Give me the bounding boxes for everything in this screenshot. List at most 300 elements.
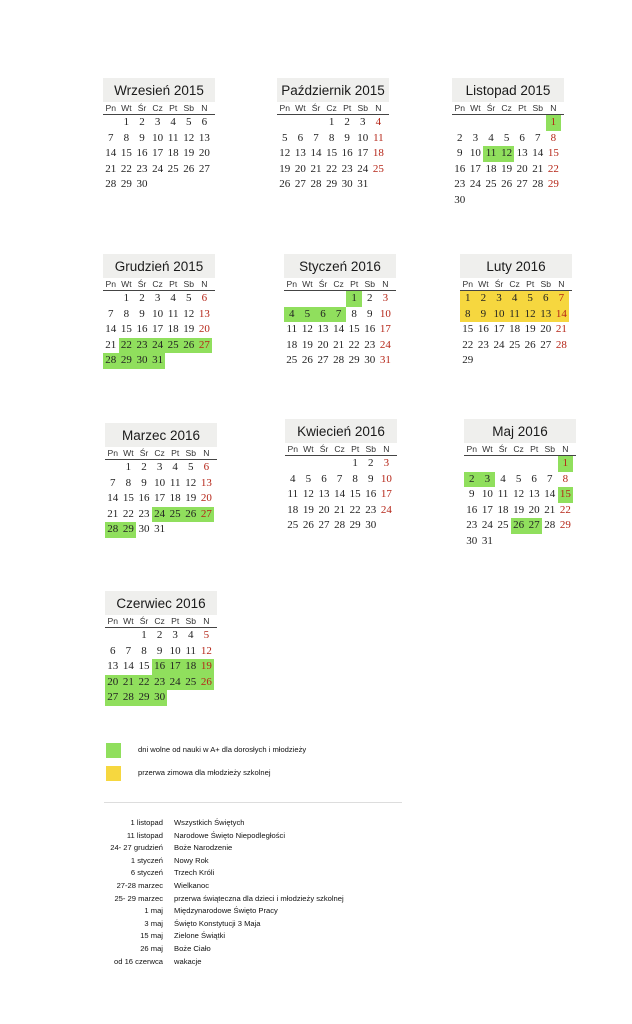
day-cell: 27 — [198, 162, 210, 175]
day-cell: 19 — [199, 659, 215, 675]
day-cell: 21 — [544, 503, 556, 516]
day-cell: 8 — [460, 307, 476, 323]
empty-cell — [452, 115, 468, 131]
day-cell: 30 — [134, 353, 150, 369]
month-title: Maj 2016 — [464, 419, 576, 443]
day-cell: 13 — [107, 660, 119, 672]
weekday-label: Pn — [466, 444, 478, 454]
month-calendar-apr — [285, 419, 397, 534]
empty-cell — [331, 291, 347, 307]
day-cell: 24 — [493, 338, 505, 351]
day-cell: 10 — [169, 644, 181, 657]
day-cell: 24 — [152, 162, 164, 175]
holiday-row — [80, 855, 344, 868]
day-cell: 24 — [357, 162, 369, 175]
day-cell: 12 — [183, 131, 195, 144]
weekday-label: Śr — [319, 444, 329, 454]
empty-cell — [103, 291, 119, 307]
legend-label: przerwa zimowa dla młodzieży szkolnej — [138, 768, 271, 777]
day-cell: 12 — [522, 307, 538, 323]
day-cell: 19 — [302, 503, 314, 516]
day-cell: 31 — [154, 523, 166, 535]
day-cell: 15 — [348, 323, 360, 335]
day-cell: 31 — [379, 354, 391, 366]
holiday-row — [80, 930, 344, 943]
days-grid — [452, 115, 564, 208]
day-cell: 11 — [497, 488, 509, 500]
day-cell: 7 — [535, 131, 541, 144]
weekday-label: Wt — [123, 616, 134, 626]
day-cell: 22 — [120, 162, 132, 175]
day-cell: 2 — [156, 629, 163, 641]
day-cell: 22 — [326, 162, 338, 175]
day-cell: 14 — [334, 488, 346, 500]
day-cell: 20 — [200, 492, 212, 504]
days-grid — [285, 456, 397, 534]
day-cell: 8 — [352, 472, 358, 485]
day-cell: 3 — [480, 472, 496, 488]
day-cell: 20 — [516, 162, 528, 175]
weekday-label: Wt — [470, 103, 481, 113]
day-cell: 10 — [481, 488, 493, 500]
day-cell: 18 — [286, 338, 298, 351]
weekday-label: Cz — [501, 103, 512, 113]
day-cell: 30 — [365, 519, 377, 531]
day-cell: 18 — [485, 162, 497, 175]
weekday-label: Wt — [302, 279, 313, 289]
days-grid — [103, 115, 215, 193]
day-cell: 17 — [469, 162, 481, 175]
day-cell: 11 — [373, 131, 384, 144]
day-cell: 12 — [185, 476, 197, 489]
day-cell: 2 — [344, 116, 350, 128]
day-cell: 25 — [167, 507, 183, 523]
day-cell: 3 — [156, 461, 163, 473]
day-cell: 16 — [136, 323, 148, 335]
day-cell: 20 — [198, 323, 210, 335]
day-cell: 20 — [528, 503, 540, 516]
day-cell: 23 — [134, 338, 150, 354]
day-cell: 26 — [279, 178, 291, 190]
day-cell: 5 — [522, 291, 538, 307]
day-cell: 8 — [123, 307, 130, 320]
weekday-label: Pn — [105, 103, 117, 113]
day-cell: 7 — [313, 131, 319, 144]
day-cell: 17 — [493, 323, 505, 335]
day-cell: 13 — [198, 131, 210, 144]
day-cell: 14 — [105, 147, 117, 159]
day-cell: 28 — [532, 178, 544, 190]
day-cell: 24 — [150, 338, 166, 354]
day-cell: 1 — [141, 629, 147, 641]
day-cell: 8 — [562, 472, 569, 485]
day-cell: 1 — [460, 291, 476, 307]
day-cell: 26 — [181, 338, 197, 354]
day-cell: 29 — [349, 519, 361, 531]
holiday-date: 25- 29 marzec — [114, 893, 163, 903]
day-cell: 8 — [141, 644, 147, 657]
day-cell: 26 — [183, 507, 199, 523]
day-cell: 24 — [469, 178, 481, 190]
day-cell: 1 — [123, 292, 130, 304]
day-cell: 27 — [318, 519, 330, 531]
day-cell: 30 — [341, 178, 353, 190]
empty-cell — [285, 456, 301, 472]
day-cell: 26 — [501, 178, 513, 190]
day-cell: 15 — [462, 323, 474, 335]
day-cell: 23 — [466, 519, 478, 531]
day-cell: 12 — [200, 644, 212, 657]
empty-cell — [316, 456, 332, 472]
day-cell: 4 — [507, 291, 523, 307]
weekday-label: Sb — [183, 279, 195, 289]
day-cell: 19 — [524, 323, 536, 335]
day-cell: 14 — [122, 660, 134, 672]
day-cell: 21 — [532, 162, 544, 175]
day-cell: 17 — [152, 323, 164, 335]
month-calendar-sep — [103, 78, 215, 193]
day-cell: 10 — [154, 476, 166, 489]
day-cell: 2 — [367, 292, 373, 304]
holiday-row — [80, 842, 344, 855]
day-cell: 16 — [152, 659, 168, 675]
weekday-label: N — [383, 444, 390, 454]
holiday-row — [80, 905, 344, 918]
month-calendar-oct — [277, 78, 389, 193]
day-cell: 23 — [136, 162, 148, 175]
weekday-header — [103, 102, 215, 115]
holiday-name: Nowy Rok — [174, 855, 209, 865]
day-cell: 20 — [294, 162, 306, 175]
day-cell: 16 — [466, 503, 478, 516]
empty-cell — [105, 628, 121, 644]
weekday-label: Wt — [123, 448, 134, 458]
weekday-label: Cz — [513, 444, 524, 454]
day-cell: 12 — [301, 323, 313, 335]
day-cell: 16 — [136, 147, 148, 159]
empty-cell — [105, 460, 121, 476]
day-cell: 28 — [121, 690, 137, 706]
weekday-label: N — [382, 279, 389, 289]
day-cell: 19 — [185, 492, 197, 504]
day-cell: 18 — [497, 503, 509, 516]
day-cell: 11 — [167, 307, 179, 320]
weekday-label: Sb — [364, 279, 376, 289]
day-cell: 13 — [318, 488, 330, 500]
day-cell: 12 — [513, 488, 525, 500]
day-cell: 31 — [481, 534, 493, 547]
day-cell: 28 — [105, 178, 117, 190]
empty-cell — [332, 456, 348, 472]
day-cell: 21 — [121, 675, 137, 691]
day-cell: 3 — [382, 292, 389, 304]
holiday-row — [80, 817, 344, 830]
holiday-date: 1 maj — [144, 906, 163, 916]
day-cell: 7 — [125, 644, 132, 657]
legend-label: dni wolne od nauki w A+ dla dorosłych i młodzieży — [138, 745, 307, 754]
day-cell: 22 — [547, 162, 559, 175]
holiday-name: wakacje — [174, 956, 202, 966]
weekday-label: Sb — [544, 444, 556, 454]
day-cell: 4 — [290, 472, 296, 485]
day-cell: 2 — [368, 457, 374, 469]
month-title: Marzec 2016 — [105, 423, 217, 447]
empty-cell — [284, 291, 300, 307]
holiday-name: przerwa świąteczna dla dzieci i młodzieży szkolnej — [174, 893, 344, 903]
day-cell: 18 — [372, 147, 384, 159]
day-cell: 29 — [121, 522, 137, 538]
weekday-label: Cz — [333, 279, 344, 289]
day-cell: 11 — [483, 146, 499, 162]
month-title: Wrzesień 2015 — [103, 78, 215, 102]
day-cell: 3 — [472, 131, 479, 144]
day-cell: 28 — [555, 338, 567, 351]
day-cell: 4 — [172, 461, 178, 473]
days-grid — [103, 291, 215, 369]
days-grid — [284, 291, 396, 369]
day-cell: 10 — [491, 307, 507, 323]
empty-cell — [514, 115, 530, 131]
day-cell: 16 — [365, 488, 377, 500]
day-cell: 10 — [152, 131, 164, 144]
empty-cell — [468, 115, 484, 131]
weekday-header — [464, 443, 576, 456]
day-cell: 30 — [466, 534, 478, 547]
empty-cell — [480, 456, 496, 472]
weekday-label: Wt — [303, 444, 314, 454]
holiday-date: 24- 27 grudzień — [110, 843, 163, 853]
day-cell: 22 — [119, 338, 135, 354]
weekday-label: Pn — [105, 279, 117, 289]
day-cell: 20 — [317, 338, 329, 351]
day-cell: 29 — [119, 353, 135, 369]
day-cell: 25 — [167, 162, 179, 175]
day-cell: 15 — [120, 147, 132, 159]
weekday-header — [452, 102, 564, 115]
day-cell: 25 — [509, 338, 521, 351]
day-cell: 23 — [341, 162, 353, 175]
weekday-label: Sb — [540, 279, 552, 289]
day-cell: 27 — [526, 518, 542, 534]
day-cell: 6 — [315, 307, 331, 323]
day-cell: 13 — [200, 476, 212, 489]
weekday-label: Cz — [334, 444, 345, 454]
day-cell: 22 — [462, 338, 474, 351]
weekday-label: Pn — [107, 616, 119, 626]
holiday-date: 27-28 marzec — [116, 880, 163, 890]
day-cell: 30 — [138, 523, 150, 535]
month-calendar-may — [464, 419, 576, 549]
weekday-label: N — [201, 103, 208, 113]
holiday-row — [80, 893, 344, 906]
day-cell: 12 — [499, 146, 515, 162]
day-cell: 18 — [169, 492, 181, 504]
month-calendar-nov — [452, 78, 564, 208]
month-title: Styczeń 2016 — [284, 254, 396, 278]
empty-cell — [103, 115, 119, 131]
day-cell: 4 — [170, 292, 176, 304]
day-cell: 20 — [318, 503, 330, 516]
day-cell: 14 — [107, 492, 119, 504]
weekday-label: Cz — [326, 103, 337, 113]
holiday-name: Wielkanoc — [174, 880, 210, 890]
day-cell: 18 — [509, 323, 521, 335]
holiday-date: 1 styczeń — [130, 855, 163, 865]
weekday-label: N — [558, 279, 565, 289]
day-cell: 25 — [497, 519, 509, 531]
holiday-name: Zielone Świątki — [174, 931, 226, 941]
days-grid — [105, 460, 217, 538]
day-cell: 12 — [183, 307, 195, 320]
day-cell: 29 — [462, 354, 474, 366]
day-cell: 24 — [379, 338, 391, 351]
day-cell: 30 — [364, 354, 376, 366]
day-cell: 9 — [139, 307, 145, 320]
day-cell: 14 — [310, 147, 322, 159]
day-cell: 15 — [349, 488, 361, 500]
day-cell: 8 — [328, 131, 335, 144]
day-cell: 11 — [287, 488, 299, 500]
holiday-name: Narodowe Święto Niepodległości — [174, 830, 286, 840]
weekday-label: Pt — [171, 616, 180, 626]
day-cell: 17 — [380, 488, 392, 500]
day-cell: 18 — [183, 659, 199, 675]
day-cell: 1 — [328, 116, 335, 128]
month-title: Grudzień 2015 — [103, 254, 215, 278]
weekday-label: Sb — [357, 103, 369, 113]
month-calendar-jun — [105, 591, 217, 706]
empty-cell — [542, 456, 558, 472]
days-grid — [277, 115, 389, 193]
holiday-date: 15 maj — [140, 931, 163, 941]
day-cell: 9 — [139, 131, 145, 144]
day-cell: 23 — [365, 503, 377, 516]
day-cell: 5 — [305, 472, 312, 485]
day-cell: 24 — [380, 503, 392, 516]
day-cell: 26 — [511, 518, 527, 534]
day-cell: 17 — [357, 147, 369, 159]
weekday-label: N — [375, 103, 382, 113]
weekday-label: Wt — [295, 103, 306, 113]
weekday-header — [105, 447, 217, 460]
weekday-label: Wt — [482, 444, 493, 454]
day-cell: 28 — [103, 353, 119, 369]
day-cell: 13 — [516, 147, 528, 159]
weekday-label: Śr — [139, 616, 149, 626]
day-cell: 30 — [152, 690, 168, 706]
weekday-label: N — [203, 616, 210, 626]
day-cell: 29 — [136, 690, 152, 706]
day-cell: 7 — [110, 476, 116, 489]
day-cell: 4 — [170, 116, 176, 128]
day-cell: 8 — [550, 131, 557, 144]
empty-cell — [530, 115, 546, 131]
day-cell: 10 — [380, 472, 392, 485]
day-cell: 9 — [141, 476, 147, 489]
day-cell: 14 — [105, 323, 117, 335]
day-cell: 22 — [349, 503, 361, 516]
day-cell: 27 — [105, 690, 121, 706]
weekday-label: Pt — [350, 279, 359, 289]
day-cell: 25 — [183, 675, 199, 691]
weekday-label: Pn — [462, 279, 474, 289]
day-cell: 9 — [367, 307, 373, 320]
day-cell: 8 — [351, 307, 357, 320]
day-cell: 25 — [287, 519, 299, 531]
day-cell: 25 — [286, 354, 298, 366]
holiday-row — [80, 830, 344, 843]
day-cell: 14 — [544, 488, 556, 500]
day-cell: 6 — [110, 644, 116, 657]
day-cell: 17 — [152, 147, 164, 159]
day-cell: 2 — [464, 472, 480, 488]
day-cell: 5 — [515, 472, 522, 485]
day-cell: 6 — [538, 291, 554, 307]
day-cell: 4 — [188, 629, 194, 641]
day-cell: 16 — [364, 323, 376, 335]
day-cell: 21 — [555, 323, 567, 335]
weekday-label: Śr — [486, 103, 496, 113]
day-cell: 28 — [333, 354, 345, 366]
day-cell: 21 — [310, 162, 322, 175]
month-calendar-dec — [103, 254, 215, 369]
weekday-label: Sb — [185, 448, 197, 458]
day-cell: 26 — [301, 354, 313, 366]
day-cell: 6 — [201, 292, 208, 304]
weekday-label: Pt — [518, 103, 527, 113]
month-title: Październik 2015 — [277, 78, 389, 102]
weekday-label: Śr — [494, 279, 504, 289]
holiday-name: Boże Ciało — [174, 943, 211, 953]
weekday-label: Sb — [185, 616, 197, 626]
day-cell: 3 — [172, 629, 178, 641]
day-cell: 2 — [457, 131, 463, 144]
day-cell: 23 — [138, 507, 150, 520]
day-cell: 27 — [540, 338, 552, 351]
weekday-header — [277, 102, 389, 115]
weekday-label: Śr — [498, 444, 508, 454]
day-cell: 13 — [198, 307, 210, 320]
day-cell: 29 — [547, 178, 559, 190]
holiday-date: 6 styczeń — [130, 868, 163, 878]
day-cell: 12 — [302, 488, 314, 500]
weekday-label: Wt — [121, 103, 132, 113]
weekday-label: Sb — [532, 103, 544, 113]
days-grid — [464, 456, 576, 549]
weekday-header — [284, 278, 396, 291]
holiday-date: 3 maj — [144, 918, 163, 928]
empty-cell — [495, 456, 511, 472]
day-cell: 29 — [559, 519, 571, 531]
holiday-list — [80, 817, 344, 968]
day-cell: 20 — [198, 147, 210, 159]
weekday-label: Cz — [154, 616, 165, 626]
day-cell: 11 — [507, 307, 523, 323]
day-cell: 5 — [203, 629, 210, 641]
day-cell: 4 — [284, 307, 300, 323]
day-cell: 29 — [120, 178, 132, 190]
day-cell: 28 — [334, 519, 346, 531]
day-cell: 12 — [279, 147, 291, 159]
day-cell: 1 — [352, 457, 358, 469]
day-cell: 1 — [123, 116, 130, 128]
holiday-row — [80, 867, 344, 880]
day-cell: 21 — [105, 162, 117, 175]
day-cell: 13 — [317, 323, 329, 335]
weekday-label: Pn — [107, 448, 119, 458]
day-cell: 5 — [186, 292, 192, 304]
empty-cell — [300, 291, 316, 307]
